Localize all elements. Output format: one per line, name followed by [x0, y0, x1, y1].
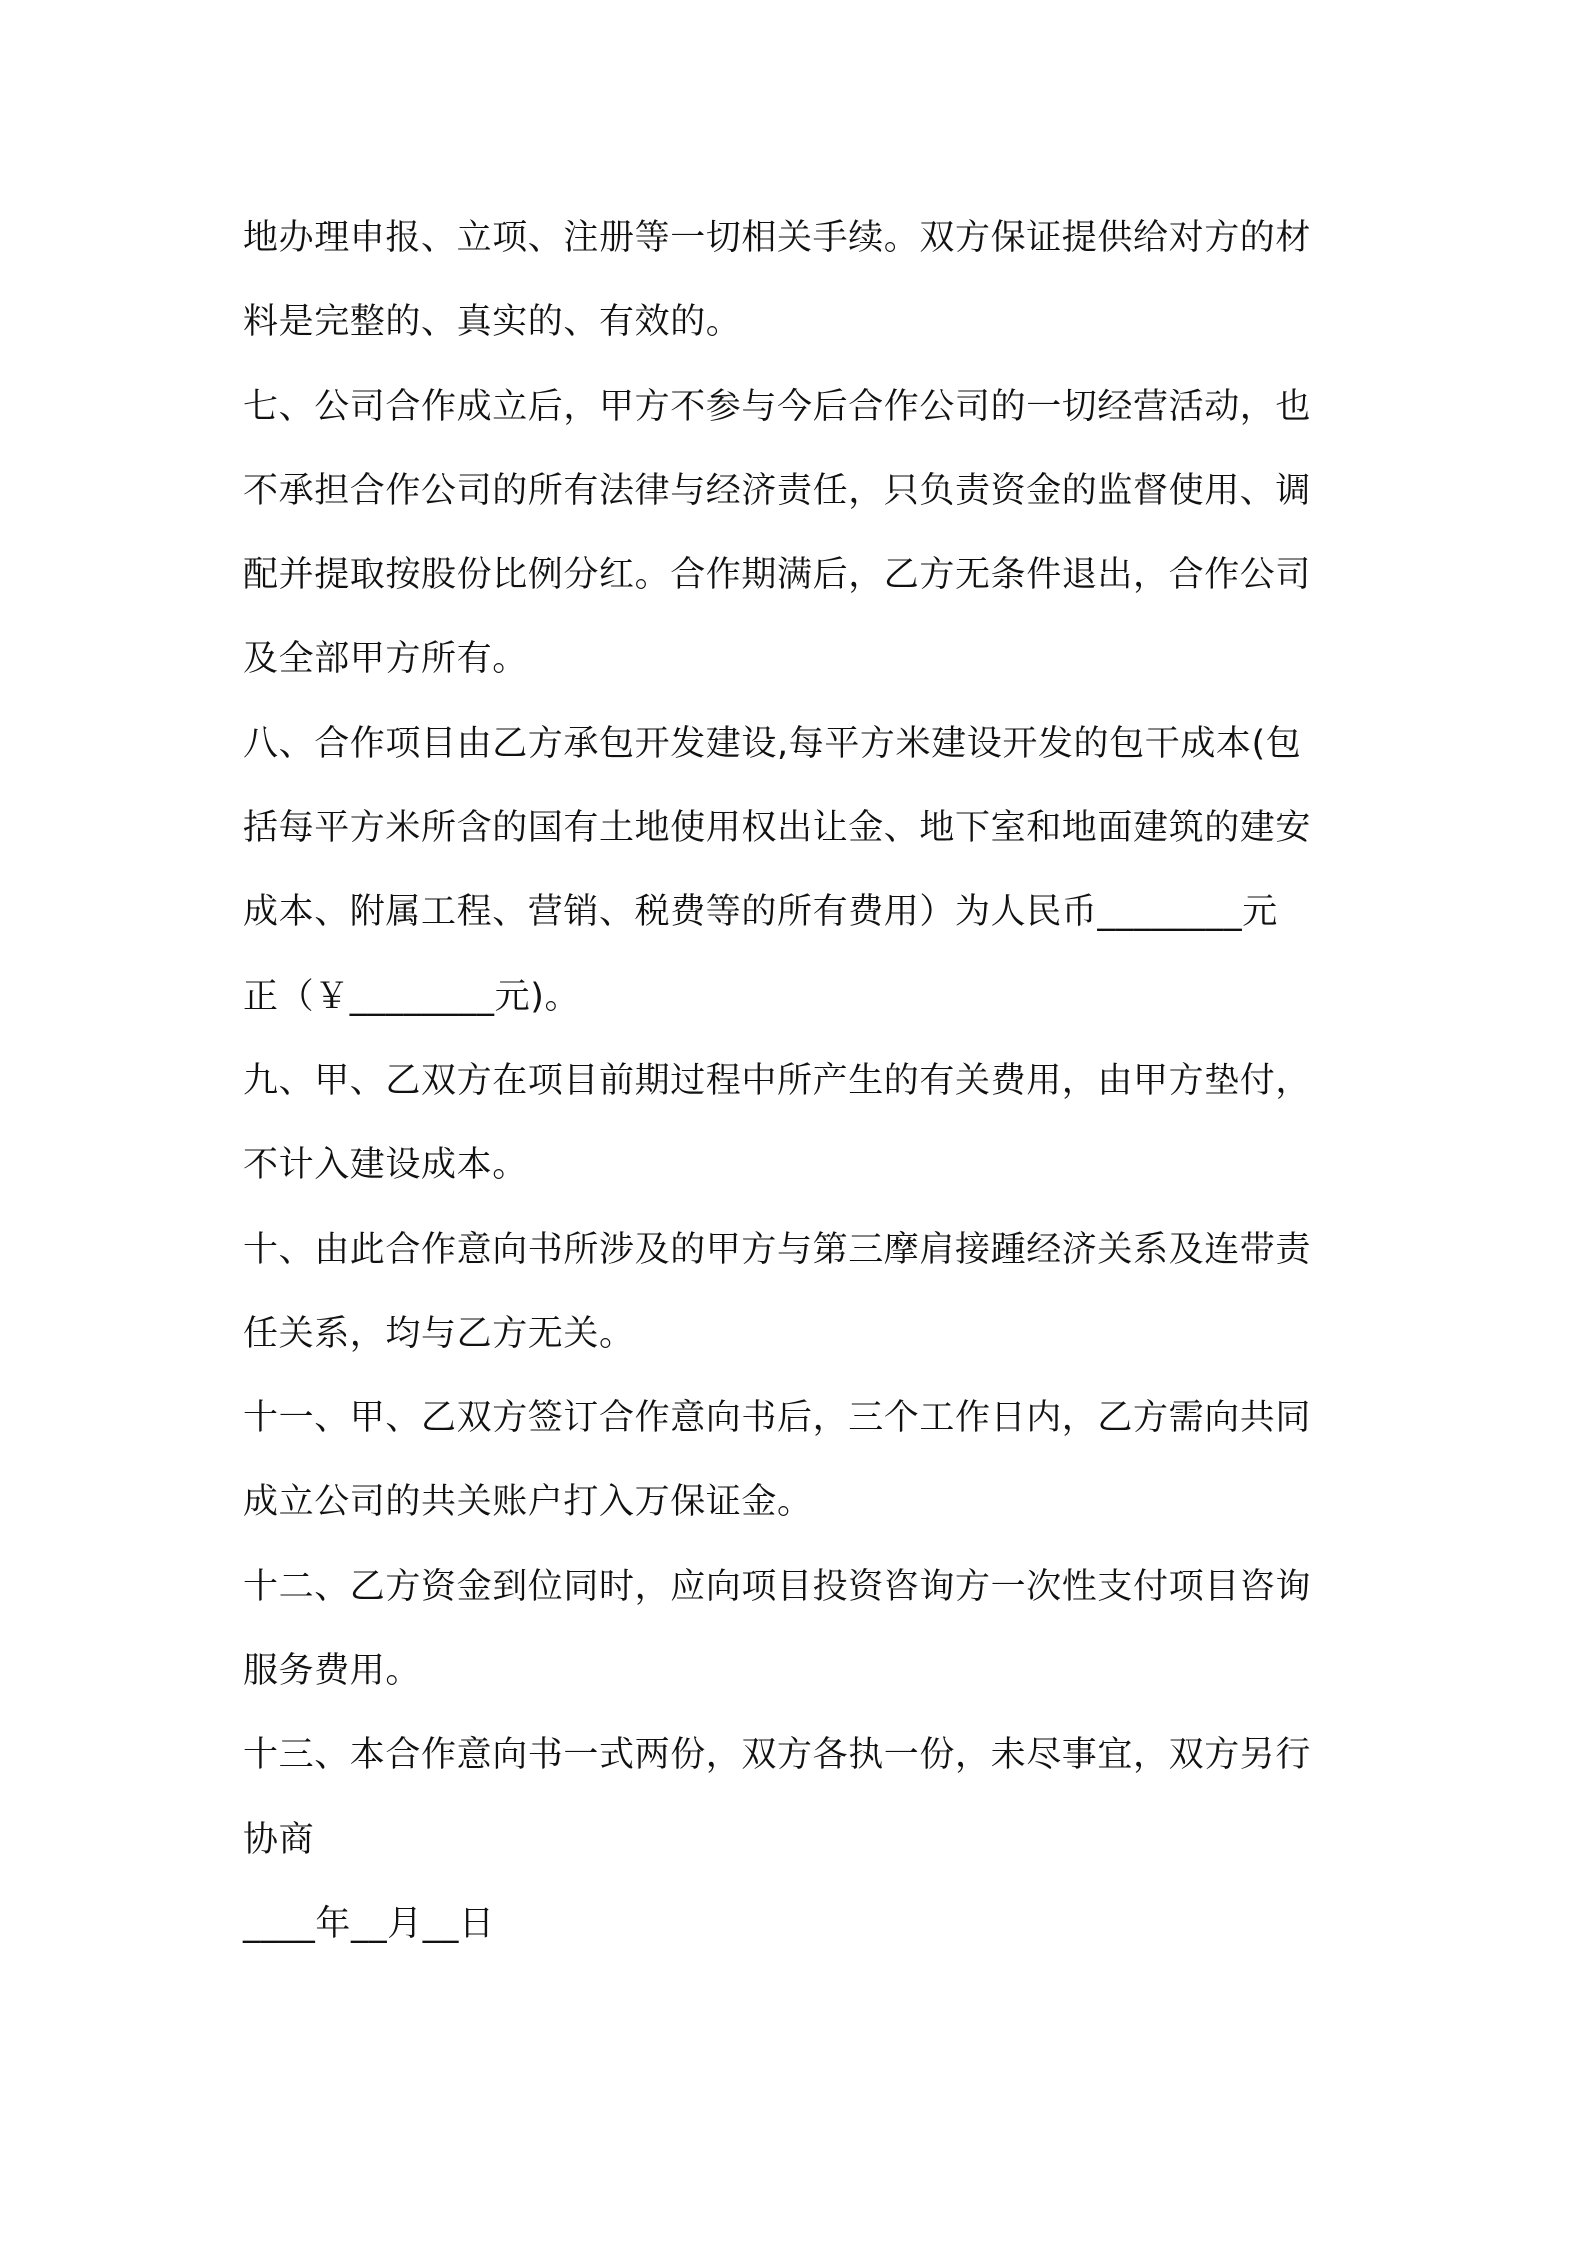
clause-13-line: 十三、本合作意向书一式两份，双方各执一份，未尽事宜，双方另行: [243, 1735, 1312, 1776]
text-line: 地办理申报、立项、注册等一切相关手续。双方保证提供给对方的材: [243, 218, 1312, 258]
clause-8-line: 成本、附属工程、营销、税费等的所有费用）为人民币________元: [243, 892, 1278, 933]
clause-10-line: 任关系，均与乙方无关。: [243, 1313, 635, 1354]
clause-9-line: 九、甲、乙双方在项目前期过程中所产生的有关费用，由甲方垫付，: [243, 1060, 1312, 1101]
clause-11-line: 十一、甲、乙双方签订合作意向书后，三个工作日内，乙方需向共同: [243, 1398, 1312, 1439]
date-line: ____年__月__日: [243, 1903, 495, 1944]
clause-11-line: 成立公司的共关账户打入万保证金。: [243, 1482, 813, 1523]
clause-12-line: 服务费用。: [243, 1651, 422, 1692]
clause-13-line: 协商: [243, 1819, 315, 1860]
clause-7-line: 及全部甲方所有。: [243, 639, 528, 680]
clause-8-line: 八、合作项目由乙方承包开发建设,每平方米建设开发的包干成本(包: [243, 723, 1302, 764]
document-body: [243, 196, 1363, 1966]
clause-8-line: 括每平方米所含的国有土地使用权出让金、地下室和地面建筑的建安: [243, 808, 1312, 849]
clause-12-line: 十二、乙方资金到位同时，应向项目投资咨询方一次性支付项目咨询: [243, 1566, 1312, 1607]
text-line: 料是完整的、真实的、有效的。: [243, 302, 742, 343]
clause-8-line: 正（￥________元)。: [243, 976, 581, 1017]
clause-7-line: 不承担合作公司的所有法律与经济责任，只负责资金的监督使用、调: [243, 470, 1312, 511]
clause-10-line: 十、由此合作意向书所涉及的甲方与第三摩肩接踵经济关系及连带责: [243, 1229, 1312, 1270]
clause-9-line: 不计入建设成本。: [243, 1145, 528, 1186]
clause-7-line: 七、公司合作成立后，甲方不参与今后合作公司的一切经营活动，也: [243, 386, 1312, 427]
clause-7-line: 配并提取按股份比例分红。合作期满后，乙方无条件退出，合作公司: [243, 555, 1312, 596]
